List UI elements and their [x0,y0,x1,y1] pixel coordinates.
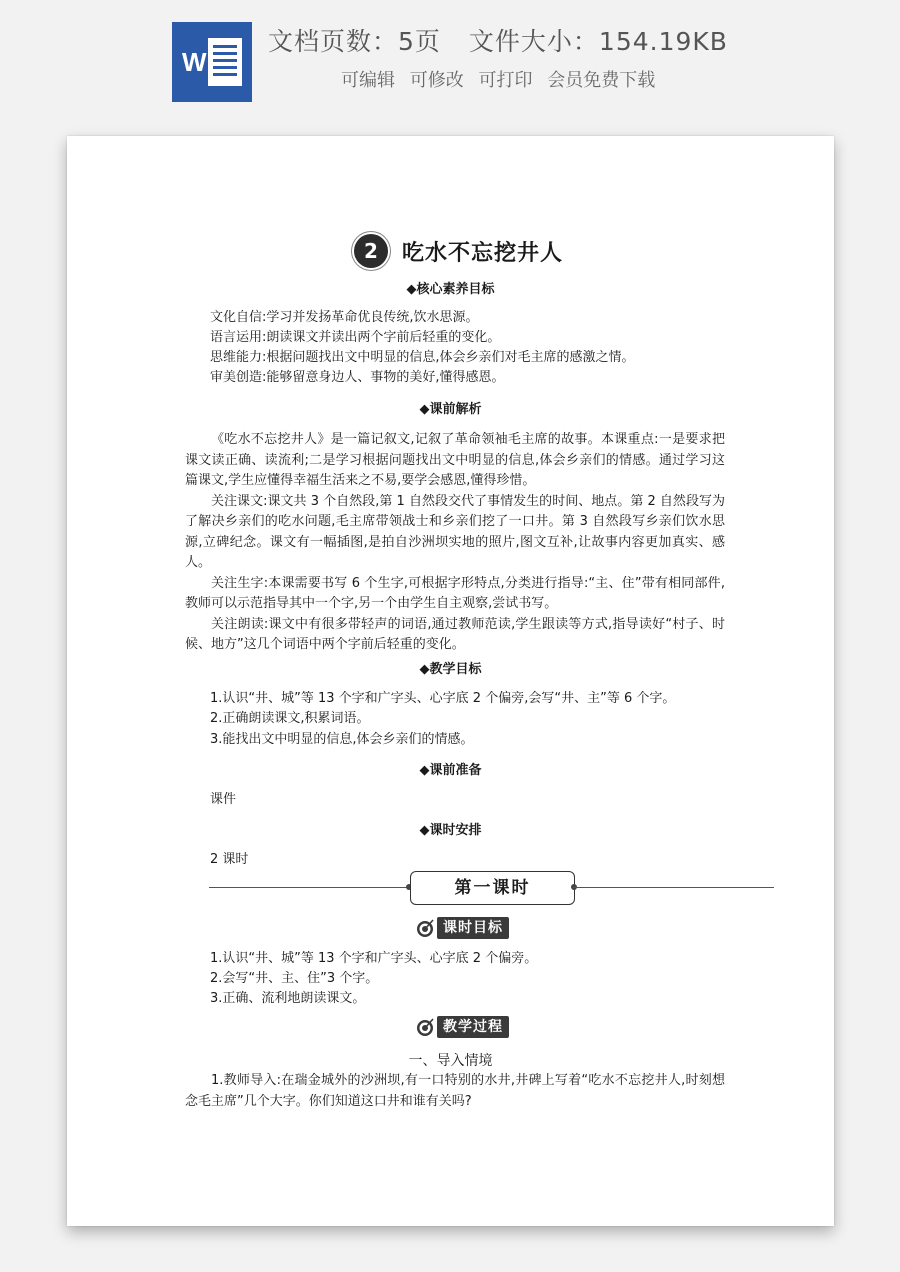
step-heading: 一、导入情境 [408,1053,493,1069]
target-icon [415,918,435,938]
analysis-paragraph: 关注朗读:课文中有很多带轻声的词语,通过教师范读,学生跟读等方式,指导读好“村子、时候、地方”这几个词语中两个字前后轻重的变化。 [185,616,725,652]
divider-right [573,887,774,888]
page-count: 文档页数：5页 [268,27,441,56]
feature-editable: 可编辑 [341,70,395,91]
lesson-title [354,231,563,271]
file-size: 文件大小：154.19KB [468,27,728,56]
period-goals-tag [415,917,509,939]
teaching-goal-item: 2.正确朗读课文,积累词语。 [210,711,370,726]
preparation-text: 课件 [210,792,237,807]
period-goals-label: 课时目标 [437,917,509,939]
analysis-heading: ◆课前解析 [419,402,482,417]
analysis-body [185,430,725,656]
first-period-title: 第一课时 [410,871,575,905]
period-goal-item: 3.正确、流利地朗读课文。 [210,991,366,1006]
core-goals-heading: ◆核心素养目标 [406,282,495,297]
lesson-name: 吃水不忘挖井人 [402,240,564,266]
core-goal-language: 语言运用:朗读课文并读出两个字前后轻重的变化。 [210,330,501,345]
first-period-banner [209,871,774,905]
feature-free-download: 会员免费下载 [547,70,656,91]
teaching-goals-heading: ◆教学目标 [419,662,482,677]
teaching-goal-item: 3.能找出文中明显的信息,体会乡亲们的情感。 [210,732,474,747]
target-icon [415,1017,435,1037]
lesson-number-badge: 2 [354,234,388,268]
core-goal-aesthetic: 审美创造:能够留意身边人、事物的美好,懂得感恩。 [210,370,505,385]
process-tag [415,1016,509,1038]
analysis-paragraph: 《吃水不忘挖井人》是一篇记叙文,记叙了革命领袖毛主席的故事。本课重点:一是要求把课文读正确、读流利;二是学习根据问题找出文中明显的信息,体会乡亲们的情感。通过学习这篇课文,学生应懂得幸福生活来之不易,要学会感恩,懂得珍惜。 [185,432,725,488]
schedule-heading: ◆课时安排 [419,823,482,838]
preparation-heading: ◆课前准备 [419,763,482,778]
period-goal-item: 1.认识“井、城”等 13 个字和广字头、心字底 2 个偏旁。 [210,951,538,966]
svg-text:W: W [182,47,207,77]
feature-list [341,66,664,92]
analysis-paragraph: 关注生字:本课需要书写 6 个生字,可根据字形特点,分类进行指导:“主、住”带有相同部件,教师可以示范指导其中一个字,另一个由学生自主观察,尝试书写。 [185,575,725,611]
core-goal-culture: 文化自信:学习并发扬革命优良传统,饮水思源。 [210,310,479,325]
feature-printable: 可打印 [478,70,533,91]
word-document-icon [172,22,252,102]
analysis-paragraph: 关注课文:课文共 3 个自然段,第 1 自然段交代了事情发生的时间、地点。第 2 自然段写为了解决乡亲们的吃水问题,毛主席带领战士和乡亲们挖了一口井。第 3 自然段写乡亲们饮水思源,立碑纪念。课文有一幅插图,是拍自沙洲坝实地的照片,图文互补,让故事内容更加真实、感人。 [185,493,725,570]
feature-modifiable: 可修改 [409,70,464,91]
teaching-goal-item: 1.认识“井、城”等 13 个字和广字头、心字底 2 个偏旁,会写“井、主”等 6 个字。 [210,691,676,706]
file-info [268,22,728,58]
step-body [185,1071,725,1112]
core-goal-thinking: 思维能力:根据问题找出文中明显的信息,体会乡亲们对毛主席的感激之情。 [210,350,635,365]
period-goal-item: 2.会写“井、主、住”3 个字。 [210,971,379,986]
step-paragraph: 1.教师导入:在瑞金城外的沙洲坝,有一口特别的水井,井碑上写着“吃水不忘挖井人,时刻想念毛主席”几个大字。你们知道这口井和谁有关吗? [185,1073,725,1109]
divider-left [209,887,410,888]
download-banner [0,0,900,125]
process-label: 教学过程 [437,1016,509,1038]
schedule-text: 2 课时 [210,852,249,867]
document-page [67,136,834,1226]
